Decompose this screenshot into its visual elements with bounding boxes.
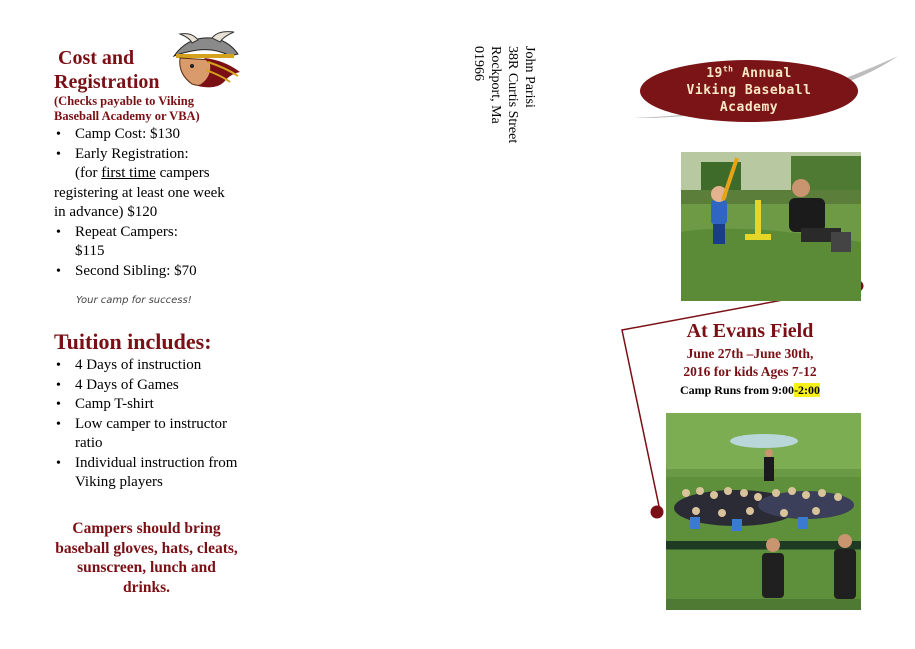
title-line3: Academy bbox=[719, 100, 779, 115]
mailing-address bbox=[468, 46, 548, 156]
address-city: Rockport, Ma bbox=[488, 46, 503, 124]
address-name: John Parisi bbox=[522, 46, 537, 108]
list-item: • 4 Days of instruction bbox=[54, 356, 249, 376]
title-oval bbox=[640, 60, 858, 122]
viking-head-icon bbox=[168, 30, 244, 90]
list-item: • Repeat Campers: $115 bbox=[54, 223, 249, 262]
address-street: 38R Curtis Street bbox=[505, 46, 520, 144]
checks-payable-note: (Checks payable to Viking Baseball Academy or VBA) bbox=[54, 94, 200, 123]
tuition-heading: Tuition includes: bbox=[54, 329, 212, 354]
title-line1: 19th Annual bbox=[706, 64, 792, 81]
camp-hours: Camp Runs from 9:00-2:00 bbox=[679, 383, 821, 397]
bring-items-note: Campers should bring baseball gloves, hats, cleats, sunscreen, lunch and drinks. bbox=[55, 520, 238, 596]
tee-ball-photo-icon bbox=[681, 152, 861, 301]
list-item: • Early Registration: (for first time campers registering at least one week in advance) $120 bbox=[54, 145, 249, 223]
tuition-list bbox=[54, 356, 249, 493]
list-item: • Individual instruction from Viking players bbox=[54, 454, 249, 493]
list-item: • Second Sibling: $70 bbox=[54, 262, 249, 282]
cost-list bbox=[54, 125, 249, 281]
list-item: • 4 Days of Games bbox=[54, 376, 249, 396]
team-field-photo-icon bbox=[666, 413, 861, 610]
address-zip: 01966 bbox=[471, 46, 486, 81]
camp-dates: June 27th –June 30th, 2016 for kids Ages 7-12 bbox=[683, 346, 817, 379]
list-item: • Low camper to instructor ratio bbox=[54, 415, 249, 454]
tagline: Your camp for success! bbox=[76, 295, 192, 306]
list-item: • Camp T-shirt bbox=[54, 395, 249, 415]
evans-field-heading: At Evans Field bbox=[686, 320, 814, 342]
title-line2: Viking Baseball bbox=[686, 83, 812, 98]
list-item: • Camp Cost: $130 bbox=[54, 125, 249, 145]
cost-registration-heading: Cost and Registration bbox=[54, 47, 160, 93]
